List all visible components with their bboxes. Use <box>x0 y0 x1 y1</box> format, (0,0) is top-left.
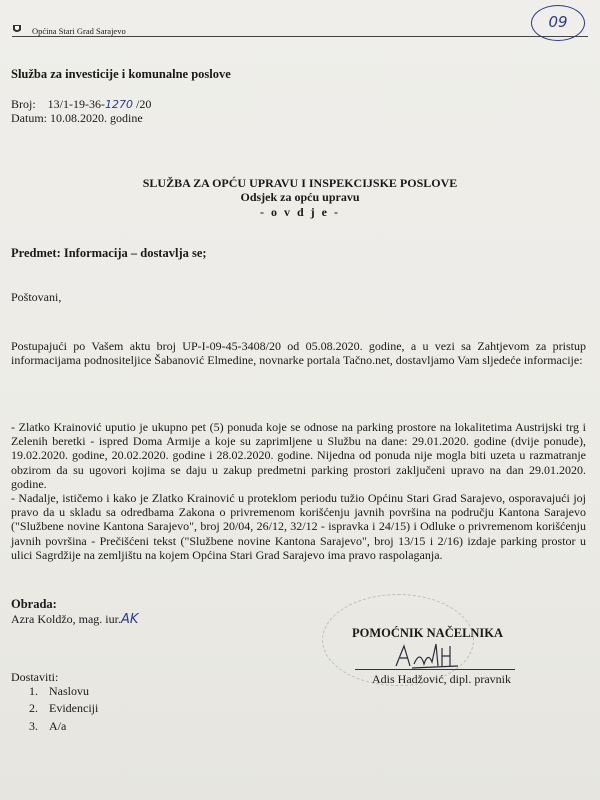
reference-number <box>11 97 151 112</box>
signature-line <box>355 669 515 670</box>
municipality-crest-icon <box>13 25 21 34</box>
list-item: 2. Evidenciji <box>29 701 99 715</box>
list-item: 3. A/a <box>29 719 67 733</box>
broj-label: Broj: <box>11 97 36 111</box>
recipient-line-2: Odsjek za opću upravu <box>240 190 360 204</box>
obrada-label: Obrada: <box>11 597 57 611</box>
broj-handwritten: 1270 <box>105 98 133 111</box>
handwritten-page-number: 09 <box>531 5 585 41</box>
signatory-title: POMOĆNIK NAČELNIKA <box>352 626 504 640</box>
document-date: Datum: 10.08.2020. godine <box>11 111 143 125</box>
header-divider <box>12 36 588 37</box>
author-initials: AK <box>120 612 139 627</box>
paragraph-lawsuit: - Nadalje, ističemo i kako je Zlatko Krainović u proteklom periodu tužio Općinu Stari Grad Sarajevo, osporavajući joj pravo da u skladu sa odredbama Zakona o privremenom korišćenju javnih površina na području Kantona Sarajevo ("Službene novine Kantona Sarajevo", broj 20/04, 26/12, 32/12 - ispravka i 24/15) i Odluke o privremenom korišćenju javnih površina - Prečišćeni tekst ("Službene novine Kantona Sarajevo", broj 13/15 i 2/16) izdaje parking prostor u ulici Sagrdžije na zemljištu na kojem Općina Stari Grad Sarajevo ima pravo raspolaganja. <box>11 491 586 562</box>
delivery-label: Dostaviti: <box>11 670 59 684</box>
paragraph-intro: Postupajući po Vašem aktu broj UP-I-09-45-3408/20 od 05.08.2020. godine, a u vezi sa Zahtjevom za pristup informacijama podnositeljice Šabanović Elmedine, novnarke portala Tačno.net, dostavljamo Vam sljedeće informacije: <box>11 339 586 368</box>
subject-line: Predmet: Informacija – dostavlja se; <box>11 246 207 260</box>
sender-service: Služba za investicije i komunalne poslove <box>11 67 231 81</box>
signatory-name: Adis Hadžović, dipl. pravnik <box>372 672 511 686</box>
greeting: Poštovani, <box>11 290 62 304</box>
obrada-author <box>11 612 138 627</box>
recipient-line-3: - o v d j e - <box>260 205 340 219</box>
list-item: 1. Naslovu <box>29 684 89 698</box>
header-municipality: Općina Stari Grad Sarajevo <box>32 26 126 36</box>
broj-prefix: 13/1-19-36- <box>47 97 105 111</box>
recipient-line-1: SLUŽBA ZA OPĆU UPRAVU I INSPEKCIJSKE POSLOVE <box>142 176 458 190</box>
broj-suffix: /20 <box>136 97 152 111</box>
paragraph-offers: - Zlatko Krainović uputio je ukupno pet (5) ponuda koje se odnose na parking prostore na lokalitetima Austrijski trg i Zelenih beretki - ispred Doma Armije a koje su zaprimljene u Službu na dane: 29.01.2020. godine (dvije ponude), 19.02.2020. godine, 20.02.2020. godine i 28.02.2020. godine. Nijedna od ponuda nije mogla biti uzeta u razmatranje obzirom da su ugovori kojima se daju u zakup predmetni parking prostori zaključeni upravo na dan 29.01.2020. godine. <box>11 420 586 491</box>
author-name: Azra Koldžo, mag. iur. <box>11 612 121 626</box>
